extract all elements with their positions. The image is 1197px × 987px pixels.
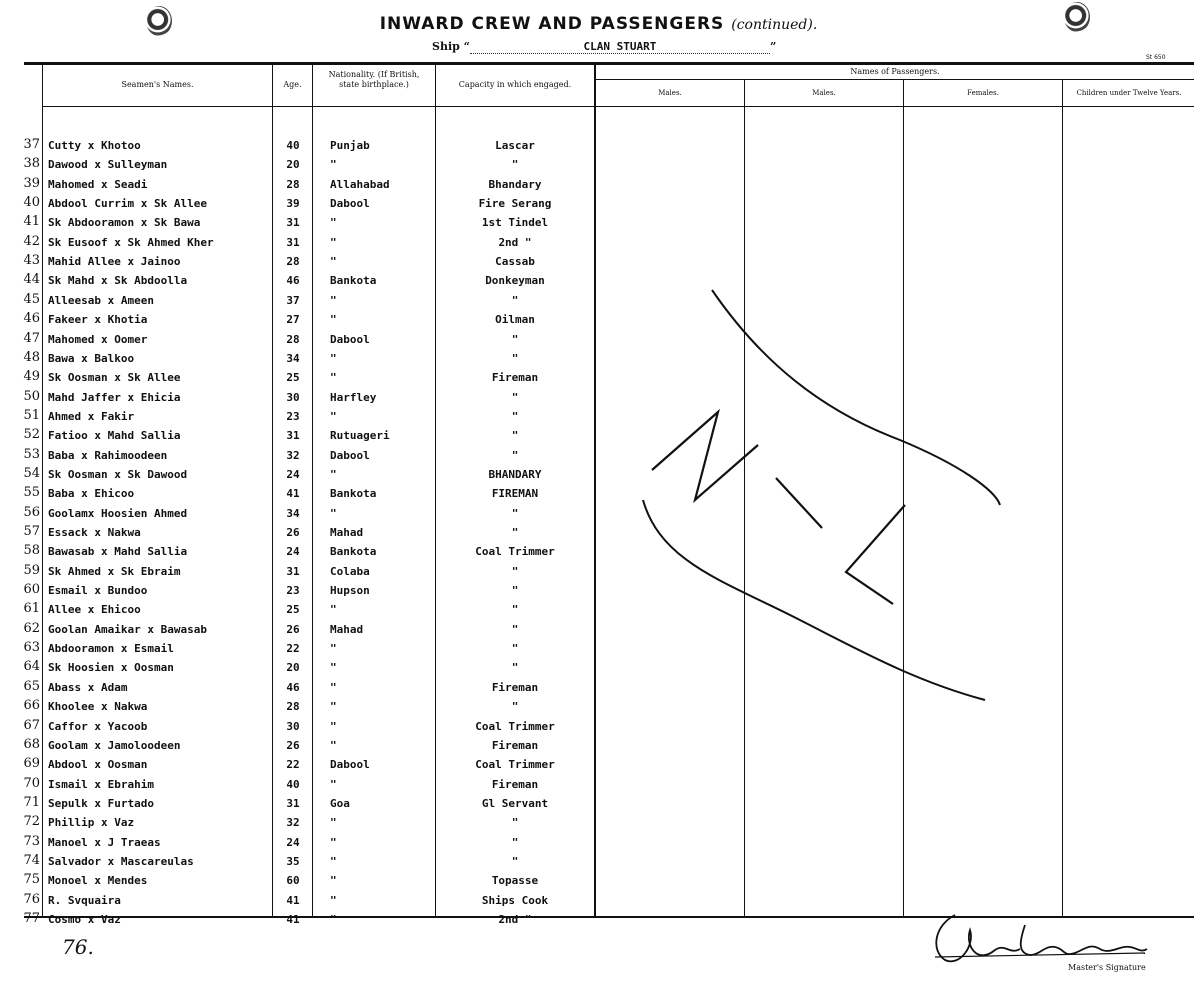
header-capacity: Capacity in which engaged.	[458, 80, 572, 89]
nil-letter-n	[652, 412, 758, 500]
seaman-capacity: "	[511, 526, 519, 539]
seaman-name: Khoolee x Nakwa	[48, 700, 148, 714]
signature-text: Eric Edwards	[915, 905, 922, 906]
seaman-name: Sk Eusoof x Sk Ahmed Kher	[48, 235, 214, 249]
header-nationality: Nationality. (If British, state birthplace.)	[328, 70, 420, 89]
seaman-capacity: Coal Trimmer	[475, 758, 555, 772]
seaman-age: 41	[286, 893, 300, 907]
seaman-age: 26	[286, 738, 300, 752]
seaman-age: 30	[286, 390, 300, 404]
seaman-name: Dawood x Sulleyman	[48, 158, 168, 172]
seaman-age: 34	[286, 351, 300, 365]
seaman-age: 23	[286, 409, 300, 423]
seaman-name: Fatioo x Mahd Sallia	[48, 429, 181, 443]
row-number: 41	[23, 214, 40, 230]
seaman-nationality: "	[330, 216, 337, 230]
seaman-capacity: Topasse	[491, 874, 539, 888]
seaman-nationality: Dabool	[330, 197, 370, 211]
seaman-name: Abdool Currim x Sk Allee	[48, 197, 207, 211]
seaman-name: Bawasab x Mahd Sallia	[48, 545, 188, 559]
seaman-nationality: "	[330, 371, 337, 385]
row-number: 66	[23, 698, 40, 714]
row-number: 43	[23, 253, 40, 269]
seaman-capacity: "	[511, 351, 519, 365]
seaman-age: 40	[286, 139, 300, 152]
nil-stroke-upper	[712, 290, 1000, 505]
seaman-name: Baba x Rahimoodeen	[48, 448, 168, 462]
row-number: 40	[23, 195, 40, 211]
seaman-name: Goolamx Hoosien Ahmed	[48, 506, 188, 520]
seaman-capacity: "	[511, 835, 519, 849]
seaman-nationality: Bankota	[330, 487, 377, 501]
seaman-nationality: "	[330, 661, 337, 675]
seaman-nationality: Colaba	[330, 564, 370, 578]
seaman-name: Allee x Ehicoo	[48, 603, 141, 617]
seaman-capacity: "	[511, 661, 519, 675]
seaman-age: 26	[286, 526, 300, 539]
row-number: 64	[23, 659, 40, 675]
seaman-capacity: Bhandary	[488, 177, 542, 191]
seaman-age: 35	[286, 854, 300, 868]
seaman-age: 34	[286, 506, 300, 520]
row-number: 58	[23, 543, 40, 559]
seaman-nationality: "	[330, 603, 337, 617]
seaman-nationality: "	[330, 409, 337, 423]
seaman-name: Sk Abdooramon x Sk Bawa	[48, 216, 201, 230]
seaman-capacity: "	[511, 448, 519, 462]
row-number: 47	[23, 330, 40, 346]
seaman-name: Sk Mahd x Sk Abdoolla	[48, 274, 188, 288]
seaman-age: 23	[286, 584, 300, 598]
seaman-age: 28	[286, 700, 300, 714]
seaman-nationality: "	[330, 700, 337, 714]
seaman-age: 24	[286, 835, 300, 849]
seaman-age: 31	[286, 235, 300, 249]
seaman-age: 25	[286, 603, 300, 617]
seaman-age: 28	[286, 177, 300, 191]
seaman-capacity: "	[511, 564, 519, 578]
seaman-capacity: "	[511, 642, 519, 656]
seaman-capacity: Fire Serang	[478, 197, 552, 211]
seaman-nationality: "	[330, 642, 337, 656]
seaman-capacity: "	[511, 158, 519, 172]
seaman-capacity: 2nd "	[498, 235, 532, 249]
nil-letter-l	[846, 505, 905, 604]
seaman-name: R. Svquaira	[48, 893, 121, 907]
seaman-age: 28	[286, 332, 300, 346]
title-text: INWARD CREW AND PASSENGERS	[379, 14, 725, 34]
row-number: 72	[23, 814, 40, 830]
seaman-nationality: "	[330, 293, 337, 307]
seaman-name: Ahmed x Fakir	[48, 409, 135, 423]
row-number: 48	[23, 349, 40, 365]
seaman-nationality: Bankota	[330, 274, 377, 288]
seaman-nationality: "	[330, 680, 337, 694]
seaman-age: 20	[286, 661, 300, 675]
seaman-capacity: 2nd "	[498, 913, 532, 926]
seaman-name: Mahomed x Seadi	[48, 177, 148, 191]
seaman-capacity: 1st Tindel	[481, 216, 549, 230]
seaman-name: Cutty x Khotoo	[48, 139, 141, 152]
seaman-nationality: Bankota	[330, 545, 377, 559]
seaman-capacity: FIREMAN	[491, 487, 539, 501]
row-number: 38	[23, 156, 40, 172]
nil-letter-i	[776, 478, 822, 528]
seaman-nationality: "	[330, 816, 337, 830]
seaman-capacity: "	[511, 816, 519, 830]
seaman-age: 24	[286, 467, 300, 481]
seaman-nationality: "	[330, 777, 337, 791]
seaman-capacity: Fireman	[491, 777, 539, 791]
page-number: 76.	[62, 935, 94, 959]
ship-name: CLAN STUART	[470, 40, 770, 54]
seaman-name: Monoel x Mendes	[48, 874, 148, 888]
seaman-age: 30	[286, 719, 300, 733]
seaman-name: Bawa x Balkoo	[48, 351, 135, 365]
seaman-name: Phillip x Vaz	[48, 816, 135, 830]
seaman-capacity: Coal Trimmer	[475, 545, 555, 559]
seaman-nationality: "	[330, 235, 337, 249]
seaman-name: Goolam x Jamoloodeen	[48, 738, 181, 752]
seaman-age: 37	[286, 293, 300, 307]
seaman-name: Mahomed x Oomer	[48, 332, 148, 346]
signature-label: Master's Signature	[1068, 963, 1146, 972]
seaman-age: 31	[286, 796, 300, 810]
seaman-nationality: "	[330, 467, 337, 481]
row-number: 39	[23, 175, 40, 191]
row-number: 67	[23, 717, 40, 733]
seaman-nationality: Dabool	[330, 448, 370, 462]
row-number: 52	[23, 427, 40, 443]
seaman-nationality: "	[330, 854, 337, 868]
seaman-name: Sepulk x Furtado	[48, 796, 154, 810]
seaman-age: 20	[286, 158, 300, 172]
seaman-age: 32	[286, 448, 300, 462]
seaman-nationality: Dabool	[330, 758, 370, 772]
seaman-name: Abass x Adam	[48, 680, 128, 694]
seaman-nationality: Punjab	[330, 139, 370, 152]
ship-close: ”	[769, 40, 777, 53]
row-number: 45	[23, 291, 40, 307]
seaman-nationality: "	[330, 313, 337, 327]
seaman-name: Essack x Nakwa	[48, 526, 141, 539]
seaman-capacity: Oilman	[495, 313, 535, 327]
seaman-name: Salvador x Mascareulas	[48, 854, 194, 868]
seaman-age: 24	[286, 545, 300, 559]
seaman-nationality: "	[330, 738, 337, 752]
seaman-capacity: Fireman	[491, 680, 539, 694]
row-number: 56	[23, 504, 40, 520]
seaman-capacity: Lascar	[495, 139, 535, 152]
row-number: 62	[23, 620, 40, 636]
seaman-name: Goolan Amaikar x Bawasab	[48, 622, 207, 636]
seaman-nationality: Goa	[330, 796, 350, 810]
seaman-name: Mahd Jaffer x Ehicia	[48, 390, 181, 404]
seaman-nationality: "	[330, 255, 337, 269]
row-number: 53	[23, 446, 40, 462]
seaman-capacity: "	[511, 332, 519, 346]
header-passengers: Names of Passengers.	[850, 67, 940, 76]
seaman-name: Sk Ahmed x Sk Ebraim	[48, 564, 181, 578]
row-number: 49	[23, 369, 40, 385]
seaman-capacity: "	[511, 603, 519, 617]
seaman-capacity: "	[511, 429, 519, 443]
seaman-age: 39	[286, 197, 300, 211]
row-number: 37	[23, 137, 40, 152]
nil-text: NIL	[0, 0, 2, 1]
seaman-nationality: Dabool	[330, 332, 370, 346]
seaman-capacity: "	[511, 622, 519, 636]
row-number: 74	[23, 852, 40, 868]
header-children: Children under Twelve Years.	[1076, 89, 1182, 97]
seaman-age: 22	[286, 642, 300, 656]
seaman-capacity: Donkeyman	[485, 274, 545, 288]
seaman-capacity: "	[511, 506, 519, 520]
seaman-name: Sk Hoosien x Oosman	[48, 661, 174, 675]
row-number: 73	[23, 833, 40, 849]
seaman-nationality: "	[330, 158, 337, 172]
seaman-capacity: "	[511, 854, 519, 868]
row-number: 71	[23, 794, 40, 810]
row-number: 63	[23, 640, 40, 656]
seaman-capacity: Gl Servant	[481, 796, 549, 810]
seaman-name: Sk Oosman x Sk Dawood	[48, 467, 188, 481]
seaman-age: 31	[286, 429, 300, 443]
row-number: 59	[23, 562, 40, 578]
seaman-capacity: "	[511, 700, 519, 714]
seaman-nationality: Harfley	[330, 390, 377, 404]
seaman-age: 26	[286, 622, 300, 636]
nil-stroke-lower	[643, 500, 985, 700]
seaman-nationality: "	[330, 913, 337, 926]
seaman-age: 46	[286, 680, 300, 694]
row-number: 44	[23, 272, 40, 288]
seaman-age: 32	[286, 816, 300, 830]
seaman-capacity: "	[511, 584, 519, 598]
row-number: 76	[23, 891, 40, 907]
seaman-name: Abdool x Oosman	[48, 758, 148, 772]
seaman-age: 46	[286, 274, 300, 288]
seaman-age: 41	[286, 487, 300, 501]
ship-label: Ship “	[432, 40, 470, 53]
row-number: 69	[23, 756, 40, 772]
seaman-capacity: BHANDARY	[488, 467, 542, 481]
seaman-nationality: Rutuageri	[330, 429, 390, 443]
seaman-age: 28	[286, 255, 300, 269]
seaman-capacity: Ships Cook	[481, 893, 549, 907]
seaman-name: Manoel x J Traeas	[48, 835, 161, 849]
seaman-name: Abdooramon x Esmail	[48, 642, 174, 656]
seaman-nationality: "	[330, 719, 337, 733]
seaman-capacity: "	[511, 409, 519, 423]
seaman-nationality: Hupson	[330, 584, 370, 598]
seaman-age: 41	[286, 913, 300, 926]
row-number: 68	[23, 736, 40, 752]
seaman-age: 25	[286, 371, 300, 385]
seaman-capacity: Cassab	[495, 255, 535, 269]
seaman-capacity: Fireman	[491, 371, 539, 385]
header-age: Age.	[283, 80, 302, 89]
seaman-name: Esmail x Bundoo	[48, 584, 148, 598]
seaman-nationality: "	[330, 506, 337, 520]
form-number: St 650	[1146, 54, 1166, 61]
seaman-name: Cosmo x Vaz	[48, 913, 121, 926]
row-number: 50	[23, 388, 40, 404]
seaman-capacity: Coal Trimmer	[475, 719, 555, 733]
header-females: Females.	[967, 89, 999, 97]
row-number: 51	[23, 407, 40, 423]
row-number: 60	[23, 582, 40, 598]
seaman-nationality: "	[330, 835, 337, 849]
seaman-nationality: "	[330, 893, 337, 907]
row-number: 54	[23, 465, 40, 481]
row-number: 55	[23, 485, 40, 501]
seaman-nationality: Mahad	[330, 622, 364, 636]
header-males-1: Males.	[658, 89, 682, 97]
seaman-name: Sk Oosman x Sk Allee	[48, 371, 181, 385]
row-number: 77	[23, 911, 40, 926]
row-number: 46	[23, 311, 40, 327]
header-males-2: Males.	[812, 89, 836, 97]
row-number: 57	[23, 524, 40, 539]
seaman-age: 27	[286, 313, 300, 327]
signature-underline	[935, 953, 1145, 957]
seaman-age: 60	[286, 874, 300, 888]
seaman-nationality: "	[330, 874, 337, 888]
seaman-nationality: Mahad	[330, 526, 364, 539]
seaman-name: Baba x Ehicoo	[48, 487, 135, 501]
seaman-age: 31	[286, 216, 300, 230]
title-suffix: (continued).	[731, 17, 818, 33]
seaman-capacity: "	[511, 293, 519, 307]
seaman-nationality: "	[330, 351, 337, 365]
seaman-name: Mahid Allee x Jainoo	[48, 255, 181, 269]
row-number: 65	[23, 678, 40, 694]
header-seamens-names: Seamen's Names.	[121, 80, 194, 89]
seaman-name: Fakeer x Khotia	[48, 313, 148, 327]
row-number: 42	[23, 233, 40, 249]
seaman-name: Caffor x Yacoob	[48, 719, 148, 733]
row-number: 61	[23, 601, 40, 617]
seaman-capacity: "	[511, 390, 519, 404]
row-number: 75	[23, 872, 40, 888]
seaman-name: Ismail x Ebrahim	[48, 777, 154, 791]
seaman-age: 22	[286, 758, 300, 772]
seaman-capacity: Fireman	[491, 738, 539, 752]
seaman-name: Alleesab x Ameen	[48, 293, 154, 307]
seaman-age: 40	[286, 777, 300, 791]
row-number: 70	[23, 775, 40, 791]
seaman-age: 31	[286, 564, 300, 578]
seaman-nationality: Allahabad	[330, 177, 390, 191]
